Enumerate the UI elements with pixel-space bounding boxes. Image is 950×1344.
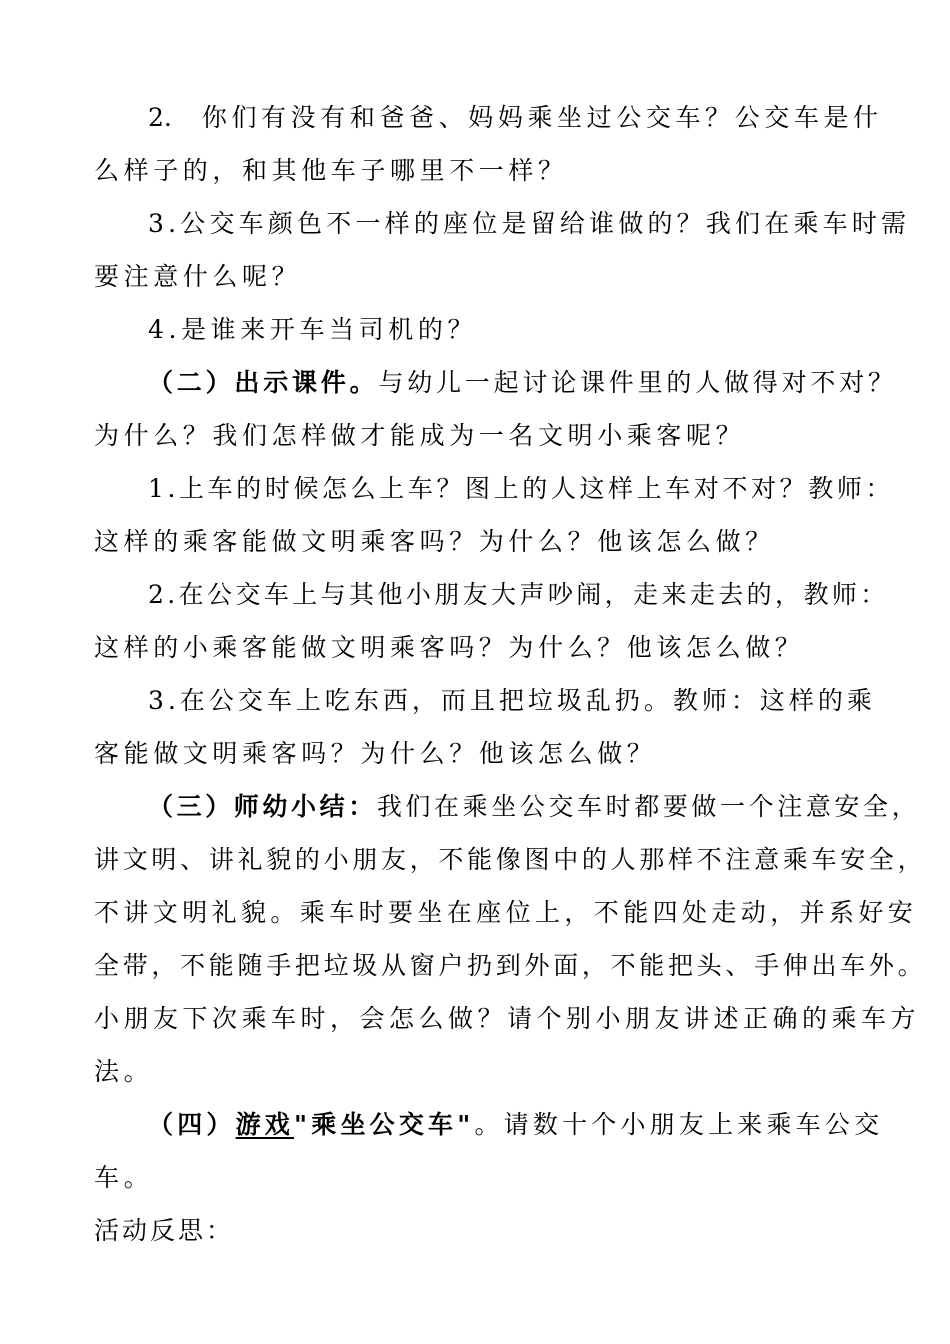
paragraph-line: 法。	[94, 1057, 154, 1086]
paragraph-line: 为什么？我们怎样做才能成为一名文明小乘客呢？	[94, 421, 746, 450]
paragraph-line: 全带，不能随手把垃圾从窗户扔到外面，不能把头、手伸出车外。	[94, 951, 927, 980]
paragraph-line: 1.上车的时候怎么上车？图上的人这样上车对不对？教师：	[148, 474, 895, 503]
paragraph-line: 4.是谁来开车当司机的？	[148, 315, 478, 344]
game-link[interactable]: 游戏	[235, 1110, 295, 1139]
paragraph-line: 么样子的，和其他车子哪里不一样？	[94, 156, 568, 185]
paragraph-line: 小朋友下次乘车时，会怎么做？请个别小朋友讲述正确的乘车方	[94, 1004, 921, 1033]
paragraph-line: 要注意什么呢？	[94, 262, 302, 291]
paragraph-line: 2.在公交车上与其他小朋友大声吵闹，走来走去的，教师：	[148, 580, 889, 609]
paragraph-line	[148, 1107, 883, 1143]
section-heading: （四）	[148, 1110, 236, 1139]
line-text: 。请数十个小朋友上来乘车公交	[474, 1110, 884, 1139]
paragraph-line: 3.在公交车上吃东西，而且把垃圾乱扔。教师：这样的乘	[148, 686, 876, 715]
paragraph-line: 这样的小乘客能做文明乘客吗？为什么？他该怎么做？	[94, 633, 805, 662]
paragraph-line	[148, 789, 920, 825]
line-text: 与幼儿一起讨论课件里的人做得对不对？	[378, 368, 897, 397]
section-heading: （三）师幼小结：	[148, 792, 377, 821]
paragraph-line: 3.公交车颜色不一样的座位是留给谁做的？我们在乘车时需	[148, 209, 911, 238]
paragraph-line: 不讲文明礼貌。乘车时要坐在座位上，不能四处走动，并系好安	[94, 898, 918, 927]
paragraph-line: 讲文明、讲礼貌的小朋友，不能像图中的人那样不注意乘车安全，	[94, 845, 927, 874]
paragraph-line	[148, 100, 883, 136]
paragraph-line: 车。	[94, 1163, 154, 1192]
paragraph-line: 客能做文明乘客吗？为什么？他该怎么做？	[94, 739, 657, 768]
line-text: 我们在乘坐公交车时都要做一个注意安全，	[376, 792, 921, 821]
paragraph-line	[148, 365, 897, 401]
game-title: "乘坐公交车"	[294, 1110, 475, 1139]
activity-reflection-label: 活动反思：	[94, 1216, 235, 1245]
paragraph-line: 这样的乘客能做文明乘客吗？为什么？他该怎么做？	[94, 527, 775, 556]
line-text: 你们有没有和爸爸、妈妈乘坐过公交车？公交车是什	[201, 103, 883, 132]
section-heading: （二）出示课件。	[148, 368, 379, 397]
list-number: 2.	[148, 103, 172, 132]
